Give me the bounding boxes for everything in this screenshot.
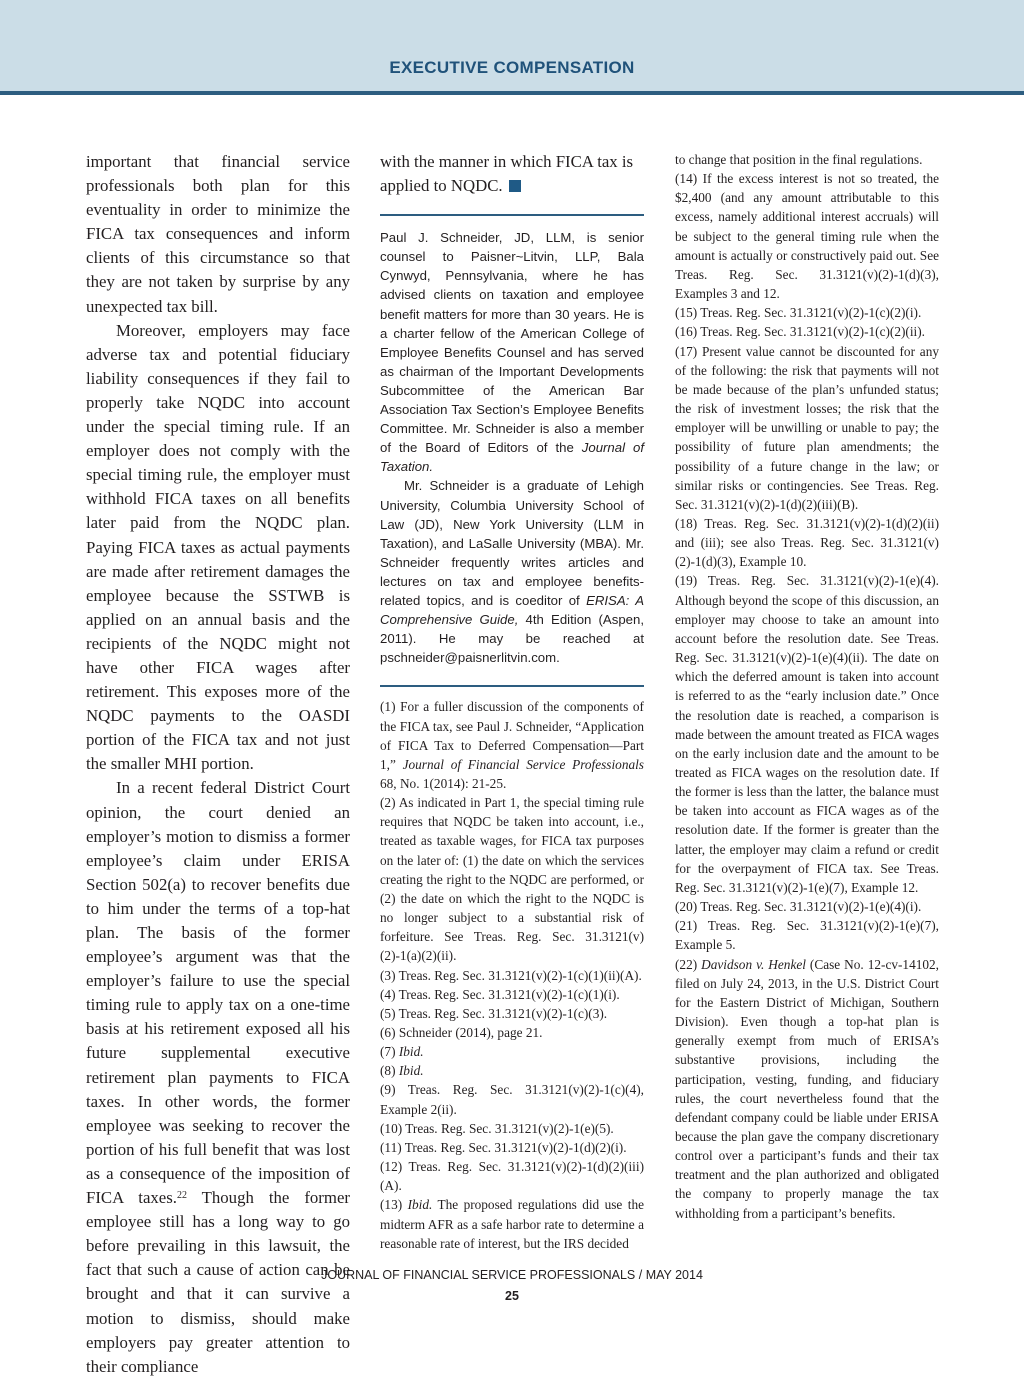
- footnote: [380, 1195, 644, 1252]
- journal-title: Journal of Financial Service Professionals: [402, 756, 644, 772]
- case-name: Davidson v. Henkel: [701, 956, 806, 972]
- footnote-continuation: to change that position in the final regulations.: [675, 152, 923, 167]
- footnote: (20) Treas. Reg. Sec. 31.3121(v)(2)-1(e)(4)(i).: [675, 899, 922, 915]
- paragraph-text: In a recent federal District Court opinion, the court denied an employer’s motion to dismiss a former employee’s claim under ERISA Section 502(a) to recover benefits due to him under the terms of a top-hat plan. The basis of the former employee’s argument was that the employer’s failure to use the special timing rule to apply tax on a one-time basis at his retirement exposed all his future supplemental executive retirement plan payments to FICA taxes. In other words, the former employee was seeking to recover the portion of his full benefit that was lost as a consequence of the imposition of FICA taxes.: [86, 778, 350, 1208]
- footnote-text: Ibid.: [398, 1063, 424, 1079]
- divider: [380, 214, 644, 216]
- footnote: (9) Treas. Reg. Sec. 31.3121(v)(2)-1(c)(4), Example 2(ii).: [380, 1082, 644, 1117]
- footnote: [380, 697, 644, 793]
- footnote: (6) Schneider (2014), page 21.: [380, 1025, 543, 1040]
- footnote-number: (22): [675, 956, 702, 972]
- bio-paragraph: [380, 228, 644, 476]
- footnotes-list: [380, 697, 644, 1253]
- footnote-text: Ibid.: [398, 1044, 424, 1060]
- book-title: ERISA: A Comprehensive Guide,: [380, 592, 644, 628]
- bio-paragraph: [380, 476, 644, 667]
- divider: [380, 685, 644, 687]
- footnote: [380, 1042, 644, 1061]
- footnote: (11) Treas. Reg. Sec. 31.3121(v)(2)-1(d)(2)(i).: [380, 1139, 627, 1155]
- bio-text: 4th Edition (Aspen, 2011). He may be reached at pschneider@paisnerlitvin.com.: [380, 612, 644, 666]
- footnote: (16) Treas. Reg. Sec. 31.3121(v)(2)-1(c)(2)(ii).: [675, 324, 925, 340]
- body-paragraph: important that financial service professionals both plan for this eventuality in order to minimize the FICA tax consequences and inform clients of this circumstance so that they are not taken by surprise by any unexpected tax bill.: [86, 152, 350, 316]
- footnote-number: (8): [380, 1063, 399, 1079]
- footnote: (5) Treas. Reg. Sec. 31.3121(v)(2)-1(c)(3).: [380, 1005, 608, 1021]
- end-of-article-mark: [509, 180, 521, 192]
- footnote-text: (Case No. 12-cv-14102, filed on July 24, 2013, in the U.S. District Court for the Eastern District of Michigan, Southern Division). Even though a top-hat plan is generally exempt from much of ERISA’s substantive provisions, including the participation, vesting, funding, and fiduciary rules, the court nevertheless found that the defendant company could be liable under ERISA because the plan gave the company discretionary control over a participant’s funds and their tax treatment and the plan authorized and obligated the company to properly manage the tax withholding from a participant’s benefits.: [675, 956, 939, 1221]
- footnote: (3) Treas. Reg. Sec. 31.3121(v)(2)-1(c)(1)(ii)(A).: [380, 967, 642, 983]
- footnote: (19) Treas. Reg. Sec. 31.3121(v)(2)-1(e)(4). Although beyond the scope of this discussion, an employer may choose to take an amount into account before the resolution date. See Treas. Reg. Sec. 31.3121(v)(2)-1(e)(4)(ii). The date on which the deferred amount is taken into account is referred to as the “early inclusion date.” Once the resolution date is reached, a comparison is made between the amount treated as FICA wages on the early inclusion date and the amount to be treated as FICA wages on the resolution date. If the former is less than the latter, the balance must be taken into account as FICA wages as of the resolution date. If the former is greater than the latter, the employer may claim a refund or credit for the overpayment of FICA tax. See Treas. Reg. Sec. 31.3121(v)(2)-1(e)(7), Example 12.: [675, 573, 939, 895]
- header-band: [0, 0, 1024, 95]
- footnote: (12) Treas. Reg. Sec. 31.3121(v)(2)-1(d)(2)(iii)(A).: [380, 1159, 644, 1194]
- footnote: (17) Present value cannot be discounted for any of the following: the risk that payments will not be made because of the plan’s unfunded status; the risk of investment losses; the risk that the employer will be unwilling or unable to pay; the possibility of future plan amendments; the possibility of a future change in the law; or similar risks or contingencies. See Treas. Reg. Sec. 31.3121(v)(2)-1(d)(2)(iii)(B).: [675, 343, 939, 512]
- author-bio: [380, 228, 644, 667]
- body-column-1: [86, 150, 350, 1379]
- footnote: [675, 955, 939, 1223]
- footnote: (21) Treas. Reg. Sec. 31.3121(v)(2)-1(e)(7), Example 5.: [675, 918, 939, 953]
- body-column-2: [380, 150, 644, 1253]
- journal-footer: JOURNAL OF FINANCIAL SERVICE PROFESSIONALS / MAY 2014: [321, 1268, 703, 1282]
- footnote-text: The proposed regulations did use the midterm AFR as a safe harbor rate to determine a reasonable rate of interest, but the IRS decided: [380, 1197, 644, 1251]
- footnote-number: (13): [380, 1197, 408, 1213]
- footnotes-column-3: [675, 150, 939, 1223]
- closing-sentence: with the manner in which FICA tax is applied to NQDC.: [380, 152, 634, 196]
- footnote: [380, 1061, 644, 1080]
- article-closing-text: [380, 150, 644, 198]
- body-paragraph: Moreover, employers may face adverse tax and potential fiduciary liability consequences if they fail to properly take NQDC into account under the special timing rule. If an employer does not comply with the special timing rule, the employer must withhold FICA taxes on all benefits later paid from the NQDC plan. Paying FICA taxes as actual payments are made after retirement damages the employee because the SSTWB is applied on an annual basis and the recipients of the NQDC might not have other FICA wages after retirement. This exposes more of the NQDC payments to the OASDI portion of the FICA tax and not just the smaller MHI portion.: [86, 320, 350, 774]
- page-number: 25: [505, 1289, 519, 1303]
- journal-title: Journal of Taxation.: [380, 440, 644, 475]
- paragraph-text: Though the former employee still has a long way to go before prevailing in this lawsuit, the fact that such a cause of action can be brought and that it can survive a motion to dismiss, should make employers pay greater attention to their compliance: [86, 1188, 350, 1376]
- footnote: (2) As indicated in Part 1, the special timing rule requires that NQDC be taken into account, i.e., treated as taxable wages, for FICA tax purposes on the later of: (1) the date on which the services creating the right to the NQDC are performed, or (2) the date on which the right to the NQDC is no longer subject to a substantial risk of forfeiture. See Treas. Reg. Sec. 31.3121(v)(2)-1(a)(2)(ii).: [380, 795, 644, 964]
- bio-text: Paul J. Schneider, JD, LLM, is senior counsel to Paisner~Litvin, LLP, Bala Cynwyd, Pennsylvania, where he has advised clients on taxation and employee benefit matters for more than 30 years. He is a charter fellow of the American College of Employee Benefits Counsel and has served as chairman of the Important Developments Subcommittee of the American Bar Association Tax Section’s Employee Benefits Committee. Mr. Schneider is also a member of the Board of Editors of the: [380, 230, 644, 456]
- footnote-text: Ibid.: [407, 1197, 433, 1213]
- footnote-number: (7): [380, 1044, 399, 1060]
- footnote-text: (1) For a fuller discussion of the components of the FICA tax, see Paul J. Schneider, “Application of FICA Tax to Deferred Compensation—Part 1,”: [380, 699, 644, 772]
- footnote: (15) Treas. Reg. Sec. 31.3121(v)(2)-1(c)(2)(i).: [675, 305, 922, 321]
- footnote: (4) Treas. Reg. Sec. 31.3121(v)(2)-1(c)(1)(i).: [380, 986, 620, 1002]
- section-title: EXECUTIVE COMPENSATION: [389, 58, 635, 77]
- footnote: (18) Treas. Reg. Sec. 31.3121(v)(2)-1(d)(2)(ii) and (iii); see also Treas. Reg. Sec. 31.3121(v)(2)-1(d)(3), Example 10.: [675, 515, 939, 570]
- footnote-reference: 22: [176, 1190, 187, 1202]
- footnote: (10) Treas. Reg. Sec. 31.3121(v)(2)-1(e)(5).: [380, 1120, 614, 1136]
- footnote: (14) If the excess interest is not so treated, the $2,400 (and any amount attributable to this excess, namely additional interest accruals) will be subject to the general timing rule when the amount is actually or constructively paid out. See Treas. Reg. Sec. 31.3121(v)(2)-1(d)(3), Examples 3 and 12.: [675, 171, 939, 302]
- footnote-text: 68, No. 1(2014): 21-25.: [380, 775, 507, 791]
- bio-text: Mr. Schneider is a graduate of Lehigh University, Columbia University School of Law (JD), New York University (LLM in Taxation), and LaSalle University (MBA). Mr. Schneider frequently writes articles and lectures on tax and employee benefits-related topics, and is coeditor of: [380, 478, 644, 608]
